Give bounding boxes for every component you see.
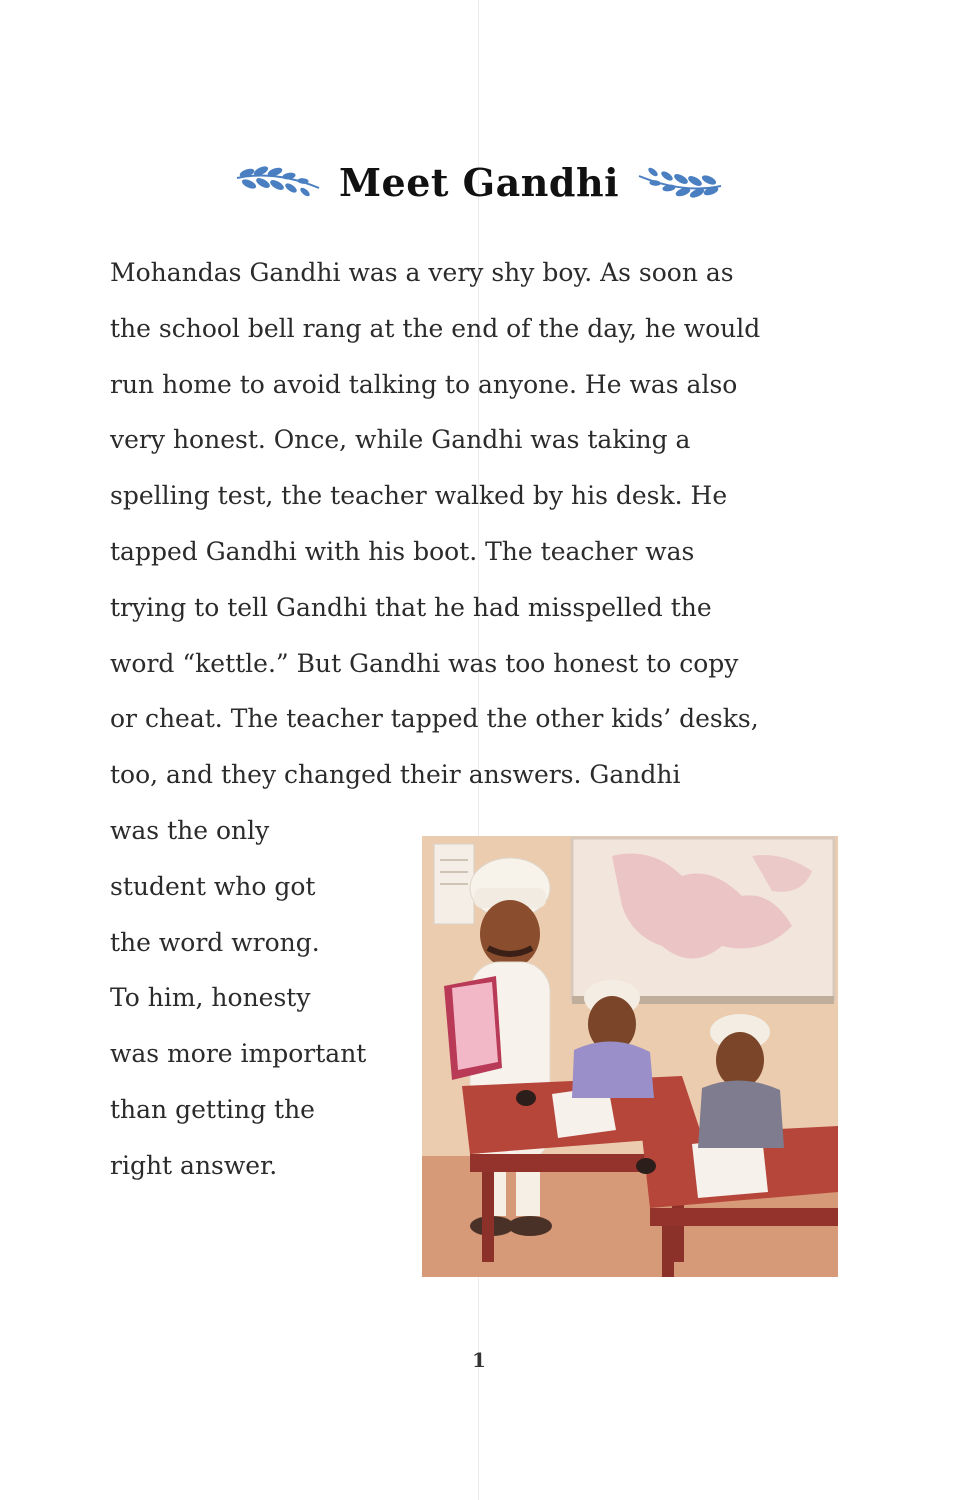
text-line: was the only bbox=[110, 815, 270, 845]
text-line: Mohandas Gandhi was a very shy boy. As soon as bbox=[110, 258, 734, 287]
text-line: tapped Gandhi with his boot. The teacher was bbox=[110, 536, 695, 566]
page-number: 1 bbox=[472, 1348, 486, 1372]
text-line: right answer. bbox=[110, 1150, 278, 1180]
text-line: the word wrong. bbox=[110, 927, 320, 957]
text-line: trying to tell Gandhi that he had misspelled the bbox=[110, 592, 712, 622]
page-title: Meet Gandhi bbox=[338, 159, 620, 205]
leaf-sprig-icon bbox=[637, 164, 723, 200]
text-line: To him, honesty bbox=[110, 983, 311, 1013]
text-line: spelling test, the teacher walked by his desk. He bbox=[110, 481, 728, 511]
text-line: the school bell rang at the end of the day, he would bbox=[110, 313, 761, 343]
text-line: word “kettle.” But Gandhi was too honest to copy bbox=[110, 648, 739, 678]
text-line: run home to avoid talking to anyone. He was also bbox=[110, 369, 738, 399]
text-line: than getting the bbox=[110, 1094, 315, 1124]
text-line: or cheat. The teacher tapped the other kids’ desks, bbox=[110, 704, 759, 734]
leaf-sprig-icon bbox=[235, 164, 321, 200]
text-line: student who got bbox=[110, 871, 316, 901]
chapter-heading bbox=[0, 150, 958, 214]
text-line: was more important bbox=[110, 1039, 367, 1069]
text-line: too, and they changed their answers. Gandhi bbox=[110, 760, 681, 790]
text-line: very honest. Once, while Gandhi was taking a bbox=[110, 425, 691, 455]
classroom-illustration bbox=[422, 836, 838, 1277]
